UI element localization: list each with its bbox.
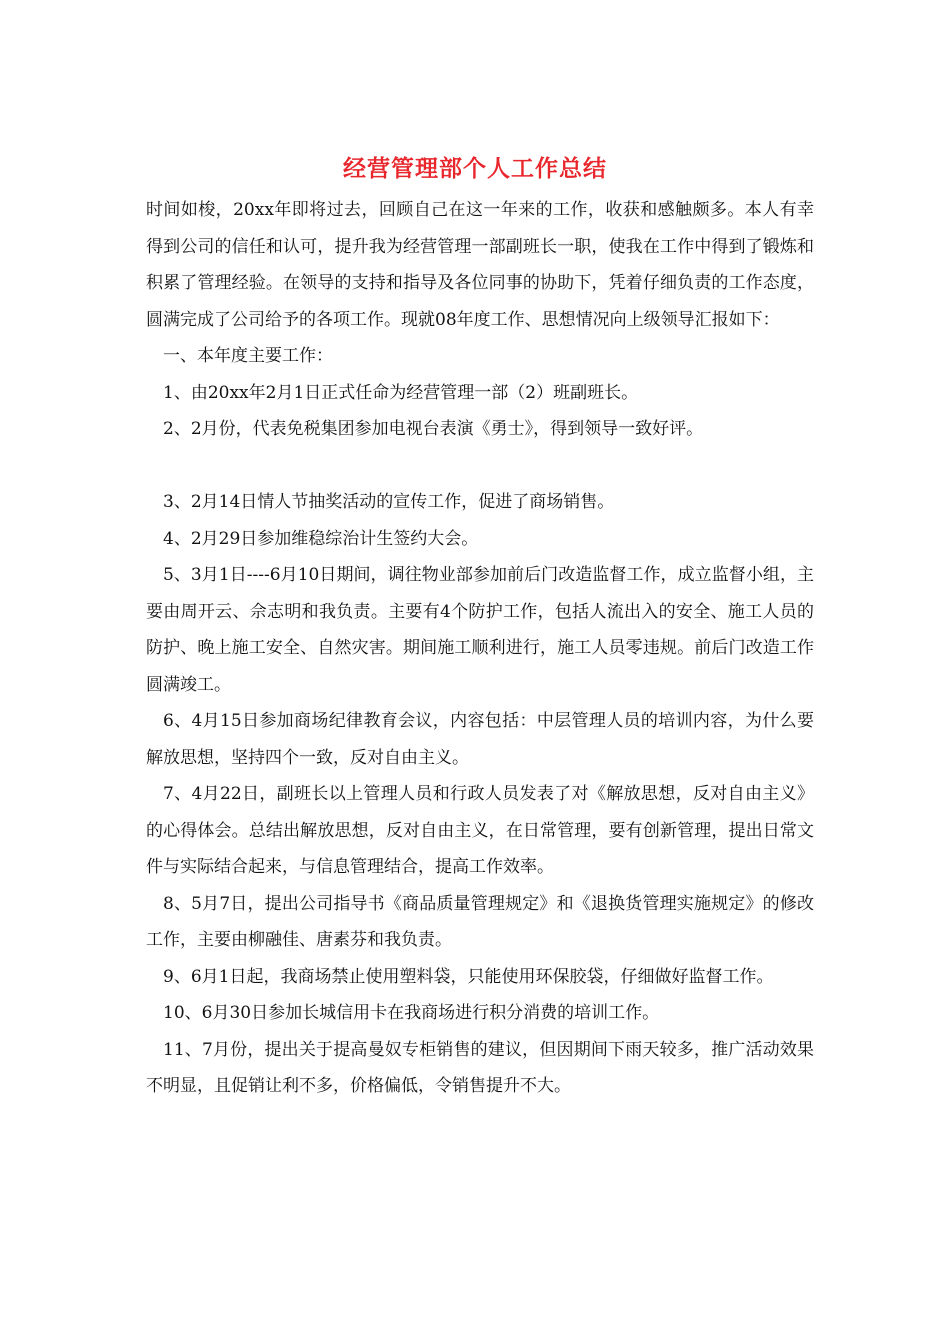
list-item: 7、4月22日，副班长以上管理人员和行政人员发表了对《解放思想，反对自由主义》的心得体会。总结出解放思想，反对自由主义，在日常管理，要有创新管理，提出日常文件与实际结合起来，与信息管理结合，提高工作效率。 <box>146 784 814 877</box>
list-item: 6、4月15日参加商场纪律教育会议，内容包括：中层管理人员的培训内容，为什么要解放思想，坚持四个一致，反对自由主义。 <box>146 711 814 768</box>
list-item: 1、由20xx年2月1日正式任命为经营管理一部（2）班副班长。 <box>163 382 639 403</box>
list-item: 9、6月1日起，我商场禁止使用塑料袋，只能使用环保胶袋，仔细做好监督工作。 <box>163 966 774 987</box>
list-item: 11、7月份，提出关于提高曼奴专柜销售的建议，但因期间下雨天较多，推广活动效果不明显，且促销让利不多，价格偏低，令销售提升不大。 <box>146 1039 814 1096</box>
list-item: 10、6月30日参加长城信用卡在我商场进行积分消费的培训工作。 <box>163 1003 660 1023</box>
list-item: 5、3月1日----6月10日期间，调往物业部参加前后门改造监督工作，成立监督小组，主要由周开云、佘志明和我负责。主要有4个防护工作，包括人流出入的安全、施工人员的防护、晚上施工安全、自然灾害。期间施工顺利进行，施工人员零违规。前后门改造工作圆满竣工。 <box>146 565 814 695</box>
document-title: 经营管理部个人工作总结 <box>343 156 607 182</box>
list-item: 2、2月份，代表免税集团参加电视台表演《勇士》，得到领导一致好评。 <box>163 419 704 439</box>
section-heading: 一、本年度主要工作： <box>163 346 333 366</box>
list-item: 8、5月7日，提出公司指导书《商品质量管理规定》和《退换货管理实施规定》的修改工作，主要由柳融佳、唐素芬和我负责。 <box>146 893 814 950</box>
intro-paragraph: 时间如梭，20xx年即将过去，回顾自己在这一年来的工作，收获和感触颇多。本人有幸得到公司的信任和认可，提升我为经营管理一部副班长一职，使我在工作中得到了锻炼和积累了管理经验。在领导的支持和指导及各位同事的协助下，凭着仔细负责的工作态度，圆满完成了公司给予的各项工作。现就08年度工作、思想情况向上级领导汇报如下： <box>146 200 814 330</box>
list-item: 4、2月29日参加维稳综治计生签约大会。 <box>163 528 479 549</box>
document-body <box>146 192 814 1105</box>
blank-line <box>146 448 814 485</box>
list-item: 3、2月14日情人节抽奖活动的宣传工作，促进了商场销售。 <box>163 492 615 512</box>
